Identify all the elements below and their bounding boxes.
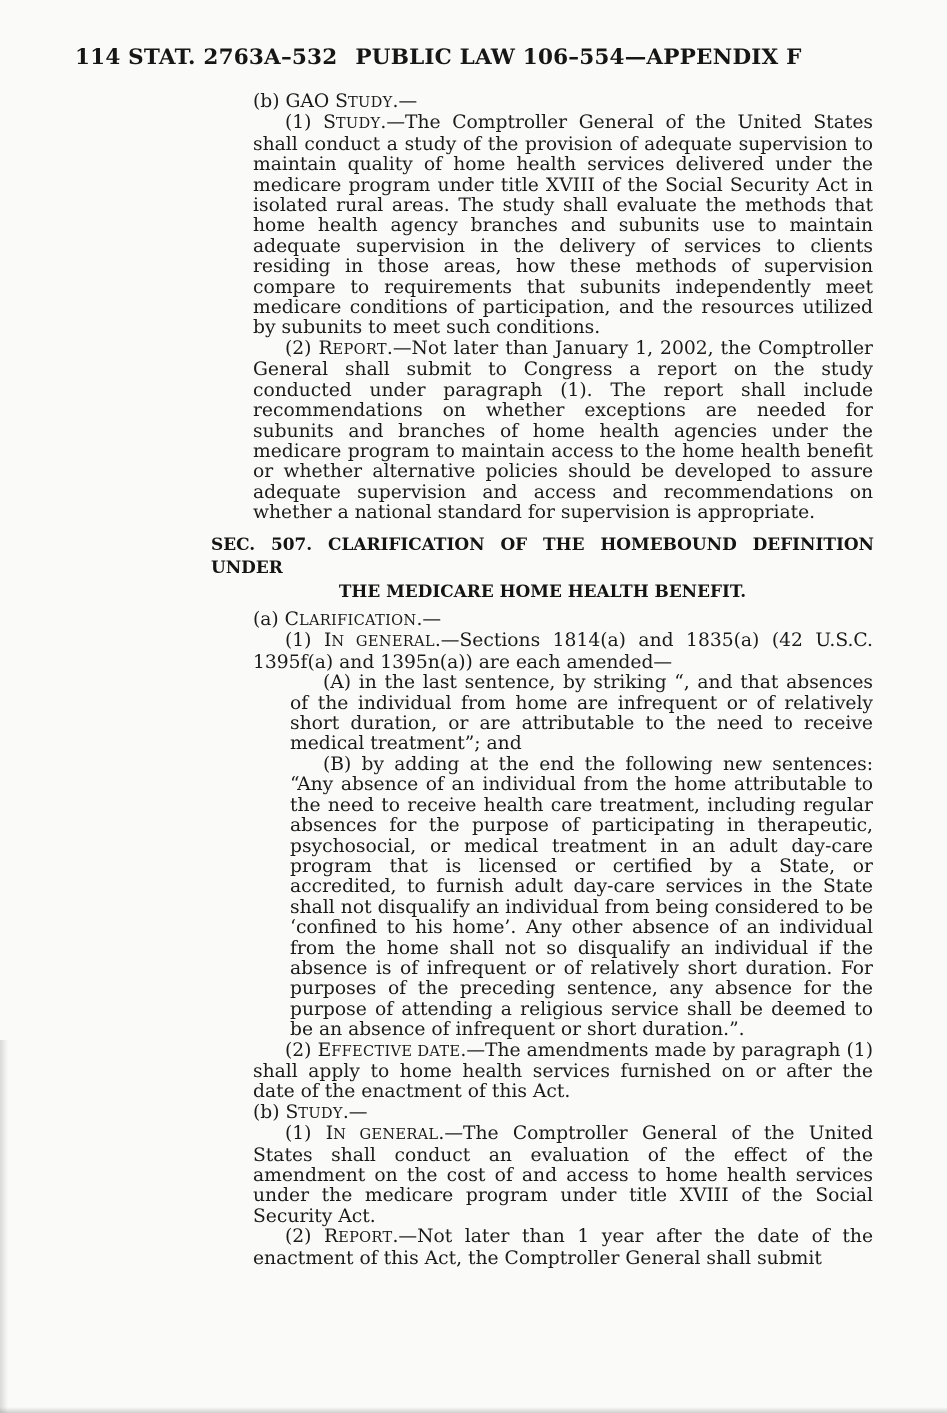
subparagraph-b-adding [290,755,873,1041]
paragraph-1-in-general [253,631,873,673]
subsection-b-gao-study-heading [253,92,873,113]
text-run: .—The Comptroller General of the United States shall conduct a study of the provision of adequate supervision to maintain quality of home health services delivered under the medicare program under title XVIII of the Social Security Act in isolated rural areas. The study shall evaluate the methods that home health agency branches and subunits use to maintain adequate supervision in the delivery of services to clients residing in those areas, how these methods of supervision compare to requirements that subunits independently meet medicare conditions of participation, and the resources utilized by subunits to meet such conditions. [253,112,873,339]
text-run: (2) E [285,1039,332,1061]
paragraph-2-report [253,339,873,524]
scan-bottom-edge-shadow [0,1407,947,1413]
small-caps-run: EPORT [338,1229,393,1247]
text-run: (2) R [285,337,333,359]
small-caps-run: TUDY [298,1104,343,1122]
paragraph-2-effective-date [253,1041,873,1103]
section-507-paragraphs [253,610,873,1269]
statute-text-block [211,91,874,1269]
text-run: .— [342,1101,368,1123]
section-507-heading-line2: THE MEDICARE HOME HEALTH BENEFIT. [338,580,747,601]
text-run: (1) I [285,1123,334,1145]
text-run: (a) C [253,609,299,631]
text-run: (1) I [285,630,332,652]
subsection-b-study-heading [253,1103,873,1124]
subsection-a-clarification-heading [253,610,873,631]
small-caps-run: N GENERAL [331,633,435,651]
small-caps-run: EPORT [332,340,387,358]
text-run: (B) by adding at the end the following new sentences: “Any absence of an individual from the home attributable to the need to receive health care treatment, including regular absences for the purpose of participating in therapeutic, psychosocial, or medical treatment in an adult day-care program that is licensed or certified by a State, or accredited, to furnish adult day-care services in the State shall not disqualify an individual from being considered to be ‘confined to his home’. Any other absence of an individual from the home shall not so disqualify an individual if the absence is of infrequent or of relatively short duration. For purposes of the preceding sentence, any absence for the purpose of attending a religious service shall be deemed to be an absence of infrequent or short duration.”. [290,753,873,1041]
text-run: (1) S [285,112,336,134]
paragraph-1-in-general-study [253,1124,873,1227]
text-run: .—Sections 1814(a) and 1835(a) (42 U.S.C. 1395f(a) and 1395n(a)) are each amended— [253,630,873,673]
text-run: (2) R [285,1226,339,1248]
scan-left-edge-shadow [0,1040,8,1413]
text-run: .—The amendments made by paragraph (1) shall apply to home health services furnished on or after the date of the enactment of this Act. [253,1039,873,1103]
text-run: (b) GAO S [253,91,348,112]
text-run: .— [392,91,418,112]
small-caps-run: TUDY [347,94,393,111]
text-run: (b) S [253,1101,299,1123]
text-run: (A) in the last sentence, by striking “, and that absences of the individual from home are infrequent or of relatively short duration, or are attributable to the need to receive medical treatment”; and [290,672,873,755]
gao-study-paragraphs [253,92,873,524]
small-caps-run: N GENERAL [333,1126,439,1144]
small-caps-run: TUDY [335,115,381,133]
small-caps-run: FFECTIVE DATE [331,1042,461,1060]
paragraph-2-report-study [253,1227,873,1269]
text-run: .— [416,609,442,631]
paragraph-1-study [253,113,873,338]
text-run: .—Not later than 1 year after the date of the enactment of this Act, the Comptroller General shall submit [253,1226,873,1269]
subparagraph-a-striking [290,673,873,755]
section-507-heading-line1: SEC. 507. CLARIFICATION OF THE HOMEBOUND DEFINITION UNDER [211,533,874,578]
stat-page-number: 114 STAT. 2763A–532 [75,45,338,70]
section-507-heading [211,533,874,604]
public-law-title: PUBLIC LAW 106–554—APPENDIX F [355,45,802,70]
small-caps-run: LARIFICATION [298,612,417,630]
text-run: .—Not later than January 1, 2002, the Comptroller General shall submit to Congress a report on the study conducted under paragraph (1). The report shall include recommendations on whether exceptions are needed for subunits and branches of home health agencies under the medicare program to maintain access to the home health benefit or whether alternative policies should be developed to assure adequate supervision and access and recommendations on whether a national standard for supervision is appropriate. [253,337,873,524]
text-run: .—The Comptroller General of the United States shall conduct an evaluation of the effect of the amendment on the cost of and access to home health services under the medicare program under title XVIII of the Social Security Act. [253,1123,873,1227]
page-header [75,45,802,70]
